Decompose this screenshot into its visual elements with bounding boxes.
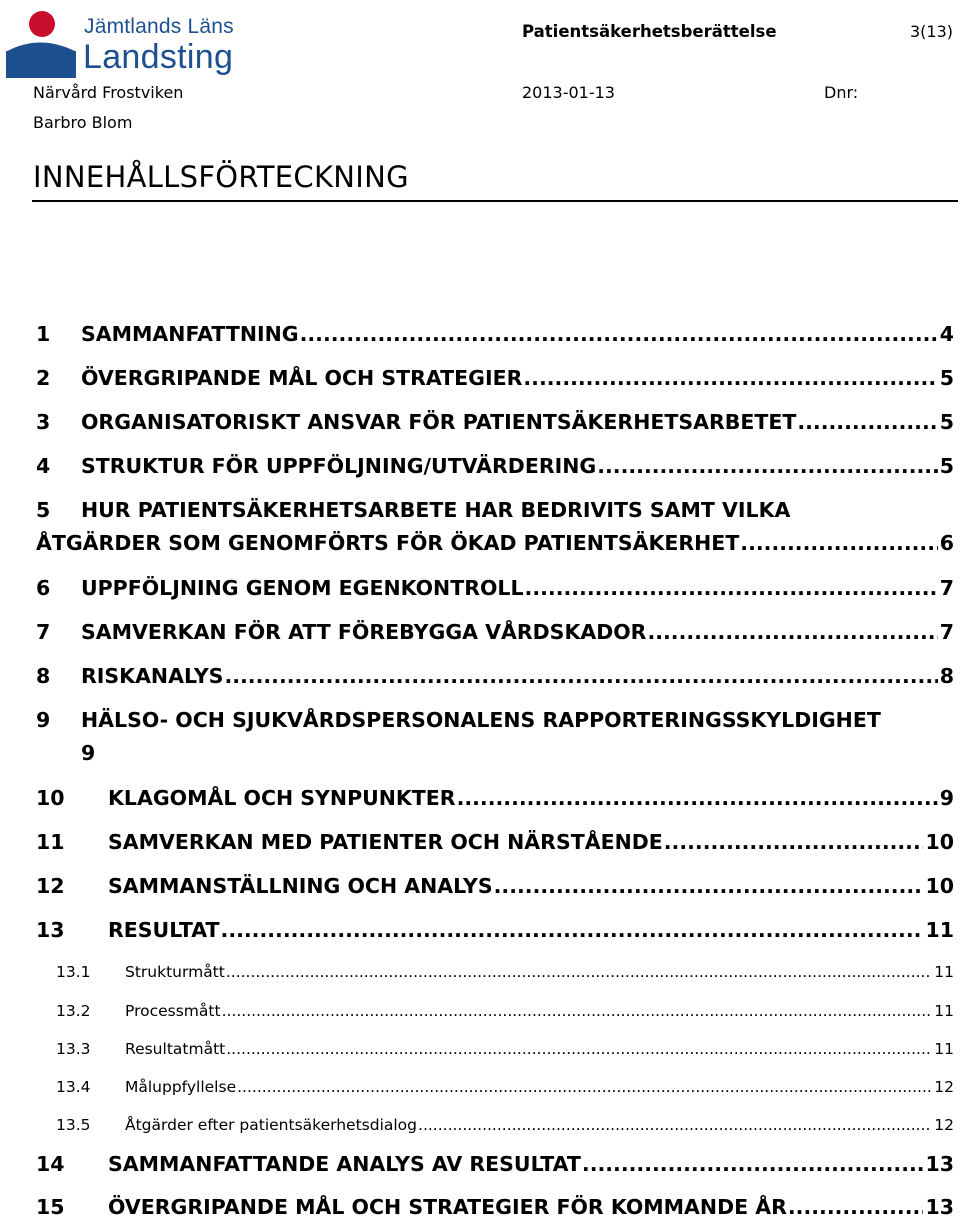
toc-entry[interactable] [36, 874, 954, 898]
toc-subentry[interactable] [36, 1040, 954, 1058]
author-name: Barbro Blom [33, 113, 133, 132]
toc-entry[interactable] [36, 664, 954, 688]
heading-divider [32, 200, 958, 202]
toc-entry-title: SAMVERKAN MED PATIENTER OCH NÄRSTÅENDE [108, 830, 663, 854]
toc-entry-number: 13 [36, 918, 65, 942]
toc-entry-number: 2 [36, 366, 51, 390]
dnr-label: Dnr: [824, 83, 859, 102]
toc-entry-title: SAMVERKAN FÖR ATT FÖREBYGGA VÅRDSKADOR [81, 620, 647, 644]
toc-entry-title: ÖVERGRIPANDE MÅL OCH STRATEGIER [81, 366, 523, 390]
toc-entry-title: SAMMANFATTNING [81, 322, 299, 346]
page-number: 3(13) [909, 22, 953, 41]
toc-entry-page: 4 [939, 322, 954, 346]
toc-entry-page: 13 [925, 1195, 954, 1219]
toc-entry-title: ÖVERGRIPANDE MÅL OCH STRATEGIER FÖR KOMMANDE ÅR [108, 1195, 787, 1219]
toc-entry-number: 1 [36, 322, 51, 346]
toc-entry[interactable] [36, 830, 954, 854]
toc-entry-page: 11 [934, 963, 954, 981]
toc-entry-page: 10 [925, 830, 954, 854]
logo-text-line1: Jämtlands Läns [84, 15, 234, 38]
toc-entry-number: 15 [36, 1195, 65, 1219]
toc-entry-page: 11 [925, 918, 954, 942]
toc-entry-page: 12 [934, 1078, 954, 1096]
toc-entry-page: 11 [934, 1040, 954, 1058]
toc-entry-title: SAMMANFATTANDE ANALYS AV RESULTAT [108, 1152, 581, 1176]
toc-entry[interactable] [36, 1152, 954, 1176]
toc-entry-title: Åtgärder efter patientsäkerhetsdialog [125, 1116, 418, 1134]
toc-entry-number: 3 [36, 410, 51, 434]
toc-entry-number: 12 [36, 874, 65, 898]
toc-entry-title: Måluppfyllelse [125, 1078, 237, 1096]
toc-entry-number: 13.3 [56, 1040, 91, 1058]
toc-entry-title: RESULTAT [108, 918, 220, 942]
toc-entry-page: 13 [925, 1152, 954, 1176]
toc-entry-page: 5 [939, 366, 954, 390]
toc-entry[interactable] [36, 708, 954, 765]
toc-entry-number: 14 [36, 1152, 65, 1176]
toc-entry-title: UPPFÖLJNING GENOM EGENKONTROLL [81, 576, 524, 600]
toc-entry-title: KLAGOMÅL OCH SYNPUNKTER [108, 786, 456, 810]
toc-entry-page: 7 [939, 576, 954, 600]
toc-entry-page: 9 [81, 741, 96, 765]
toc-entry-number: 13.2 [56, 1002, 91, 1020]
toc-entry-number: 13.4 [56, 1078, 91, 1096]
toc-subentry[interactable] [36, 1116, 954, 1134]
toc-entry-title: STRUKTUR FÖR UPPFÖLJNING/UTVÄRDERING [81, 454, 597, 478]
toc-entry-number: 9 [36, 708, 51, 732]
toc-heading: INNEHÅLLSFÖRTECKNING [33, 160, 409, 194]
toc-entry-page: 12 [934, 1116, 954, 1134]
toc-entry-number: 6 [36, 576, 51, 600]
toc-entry-number: 13.1 [56, 963, 91, 981]
toc-entry-number: 7 [36, 620, 51, 644]
toc-entry-title-line2: ÅTGÄRDER SOM GENOMFÖRTS FÖR ÖKAD PATIENTSÄKERHET [36, 531, 740, 555]
toc-entry[interactable] [36, 454, 954, 478]
toc-subentry[interactable] [36, 1002, 954, 1020]
landsting-emblem-icon [4, 4, 80, 80]
toc-entry[interactable] [36, 410, 954, 434]
toc-entry-title: ORGANISATORISKT ANSVAR FÖR PATIENTSÄKERHETSARBETET [81, 410, 797, 434]
toc-entry[interactable] [36, 366, 954, 390]
toc-entry-page: 5 [939, 410, 954, 434]
toc-entry[interactable] [36, 1195, 954, 1219]
toc-entry-number: 10 [36, 786, 65, 810]
toc-entry-title: Processmått [125, 1002, 221, 1020]
toc-entry-title: Resultatmått [125, 1040, 226, 1058]
toc-entry-title: RISKANALYS [81, 664, 224, 688]
toc-entry[interactable] [36, 918, 954, 942]
toc-entry[interactable] [36, 576, 954, 600]
toc-entry[interactable] [36, 620, 954, 644]
toc-entry-number: 8 [36, 664, 51, 688]
toc-entry-page: 11 [934, 1002, 954, 1020]
toc-entry[interactable] [36, 786, 954, 810]
toc-entry-number: 11 [36, 830, 65, 854]
logo [4, 4, 244, 80]
logo-text-line2: Landsting [83, 38, 234, 76]
document-type: Patientsäkerhetsberättelse [522, 22, 777, 41]
toc-entry-page: 5 [939, 454, 954, 478]
toc-entry[interactable] [36, 322, 954, 346]
toc-entry-page: 7 [939, 620, 954, 644]
toc-entry-title: Strukturmått [125, 963, 225, 981]
toc-entry-title: SAMMANSTÄLLNING OCH ANALYS [108, 874, 493, 898]
toc-entry-page: 6 [939, 531, 954, 555]
document-date: 2013-01-13 [522, 83, 615, 102]
toc-entry-page: 8 [939, 664, 954, 688]
unit-name: Närvård Frostviken [33, 83, 184, 102]
toc-entry-number: 5 [36, 498, 51, 522]
toc-entry-title-line1: HUR PATIENTSÄKERHETSARBETE HAR BEDRIVITS SAMT VILKA [81, 498, 791, 522]
toc-entry-title: HÄLSO- OCH SJUKVÅRDSPERSONALENS RAPPORTERINGSSKYLDIGHET [81, 708, 881, 732]
toc-subentry[interactable] [36, 1078, 954, 1096]
toc-entry-page: 10 [925, 874, 954, 898]
toc-entry-page: 9 [939, 786, 954, 810]
toc-entry-number: 13.5 [56, 1116, 91, 1134]
toc-subentry[interactable] [36, 963, 954, 981]
toc-entry[interactable] [36, 498, 954, 555]
toc-entry-number: 4 [36, 454, 51, 478]
